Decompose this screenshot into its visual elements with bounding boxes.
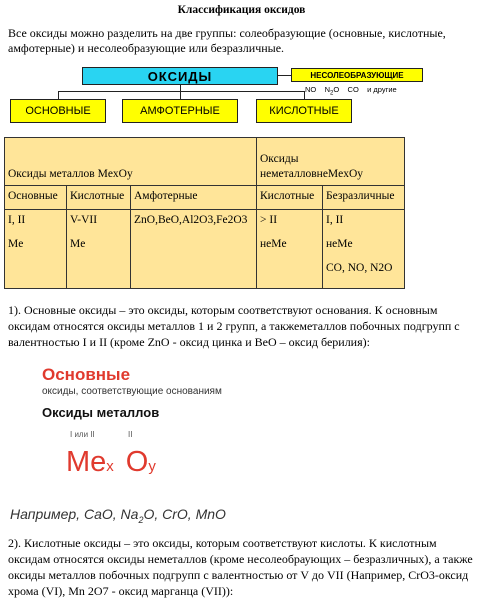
table-cell: I, II Me xyxy=(5,210,67,289)
oxides-root-box: ОКСИДЫ xyxy=(82,67,278,85)
table-group-header-row xyxy=(5,138,405,186)
metals-header: Оксиды металлов MeхOу xyxy=(5,138,257,186)
page-title: Классификация оксидов xyxy=(177,4,306,16)
connector-bar xyxy=(58,91,305,92)
table-column-header-row xyxy=(5,186,405,210)
intro-paragraph: Все оксиды можно разделить на две группы: солеобразующие (основные, кислотные, амфотерные) и несолеобразующие или безразличные. xyxy=(8,26,446,55)
connector-acidic xyxy=(304,91,305,99)
acidic-oxides-box: КИСЛОТНЫЕ xyxy=(256,99,352,123)
figure-example: Например, CaO, $Na_2O$, CrO, MnO xyxy=(10,506,226,525)
column-header: Амфотерные xyxy=(131,186,257,210)
column-header: Кислотные xyxy=(257,186,323,210)
nonsalt-box: НЕСОЛЕОБРАЗУЮЩИЕ xyxy=(291,68,423,82)
general-formula: Mex Oy xyxy=(66,446,156,478)
connector-basic xyxy=(58,91,59,99)
column-header: Основные xyxy=(5,186,67,210)
amphoteric-oxides-box: АМФОТЕРНЫЕ xyxy=(122,99,238,123)
nonsalt-examples: NO $N_2O$ CO и другие xyxy=(305,85,397,97)
oxides-table xyxy=(4,137,405,289)
acidic-oxides-paragraph: 2). Кислотные оксиды – это оксиды, которым соответствуют кислоты. К кислотным оксидам относятся оксиды неметаллов (кроме несолеобраующих – безразличных), а также оксиды металлов побочных подгрупп с валентностью от V до VII (Например, CrO3-оксид хрома (VI), Mn 2O7 - оксид марганца (VII)): xyxy=(8,536,473,598)
table-cell: ZnO,BeO,Al2O3,Fe2O3 xyxy=(131,210,257,289)
table-cell: I, II неMe CO, NO, N2O xyxy=(323,210,405,289)
table-row xyxy=(5,210,405,289)
nonmetals-header: Оксиды неметалловнеMeхOу xyxy=(257,138,405,186)
basic-oxides-paragraph: 1). Основные оксиды – это оксиды, которым соответствуют основания. К основным оксидам относятся оксиды металлов 1 и 2 групп, а такжеметаллов побочных подгрупп с валентностью I и II (кроме ZnO - оксид цинка и BeO – оксид берилия): xyxy=(8,303,460,349)
column-header: Безразличные xyxy=(323,186,405,210)
connector-root-to-nonsalt xyxy=(278,75,291,76)
valence-metal: I или II xyxy=(70,430,95,439)
basic-oxides-box: ОСНОВНЫЕ xyxy=(10,99,106,123)
connector-amphoteric xyxy=(180,91,181,99)
figure-title: Основные xyxy=(42,365,131,384)
table-cell: > II неMe xyxy=(257,210,323,289)
valence-oxygen: II xyxy=(128,430,133,439)
figure-subtitle: оксиды, соответствующие основаниям xyxy=(42,386,222,397)
table-cell: V-VII Me xyxy=(67,210,131,289)
figure-heading: Оксиды металлов xyxy=(42,405,160,420)
column-header: Кислотные xyxy=(67,186,131,210)
